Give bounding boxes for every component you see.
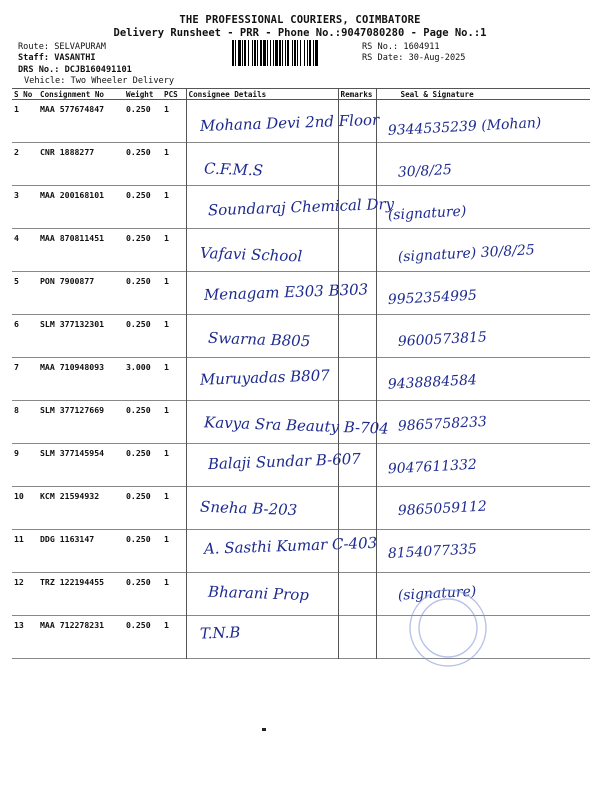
- staff-label: Staff: VASANTHI: [18, 53, 96, 63]
- drs-label: DRS No.: DCJB160491101: [18, 65, 132, 75]
- cell-signature: [376, 358, 590, 401]
- table-row: [12, 229, 590, 272]
- cell-consignee: [186, 401, 338, 444]
- barcode-bar: [232, 40, 234, 66]
- cell-remarks: [338, 616, 376, 659]
- rs-date-label: RS Date: 30-Aug-2025: [362, 53, 466, 63]
- cell-sno: 3: [14, 190, 19, 200]
- cell-signature: [376, 272, 590, 315]
- cell-weight: 0.250: [126, 534, 151, 544]
- cell-consignment-no: SLM 377132301: [40, 319, 105, 329]
- cell-signature: [376, 573, 590, 616]
- page-title: THE PROFESSIONAL COURIERS, COIMBATORE: [179, 14, 421, 26]
- cell-weight: 0.250: [126, 147, 151, 157]
- header-pcs: PCS: [162, 89, 186, 100]
- cell-weight: 0.250: [126, 577, 151, 587]
- table-row: [12, 358, 590, 401]
- consignee-handwriting: T.N.B: [199, 623, 241, 643]
- cell-pcs: 1: [164, 319, 169, 329]
- signature-handwriting: 9047611332: [387, 456, 478, 478]
- consignee-handwriting: Mohana Devi 2nd Floor: [199, 110, 380, 135]
- cell-consignee: [186, 100, 338, 143]
- cell-pcs: 1: [164, 233, 169, 243]
- consignee-handwriting: Menagam E303 B303: [203, 280, 369, 305]
- cell-consignee: [186, 186, 338, 229]
- cell-weight: 0.250: [126, 190, 151, 200]
- table-row: [12, 315, 590, 358]
- barcode-bar: [270, 40, 271, 66]
- cell-signature: [376, 444, 590, 487]
- cell-consignee: [186, 229, 338, 272]
- cell-pcs: 1: [164, 190, 169, 200]
- cell-remarks: [338, 530, 376, 573]
- cell-consignee: [186, 143, 338, 186]
- cell-sno: 11: [14, 534, 24, 544]
- cell-consignment-no: DDG 1163147: [40, 534, 95, 544]
- table-row: [12, 573, 590, 616]
- cell-pcs: 1: [164, 147, 169, 157]
- cell-consignee: [186, 358, 338, 401]
- consignee-handwriting: Sneha B-203: [199, 497, 298, 520]
- barcode-bar: [307, 40, 308, 66]
- cell-signature: [376, 616, 590, 659]
- barcode-bar: [304, 40, 305, 66]
- cell-consignment-no: CNR 1888277: [40, 147, 95, 157]
- signature-handwriting: 9952354995: [387, 287, 478, 309]
- barcode-bar: [238, 40, 241, 66]
- consignee-handwriting: Soundaraj Chemical Dry: [207, 194, 395, 220]
- cell-pcs: 1: [164, 104, 169, 114]
- barcode-bar: [297, 40, 298, 66]
- cell-consignment-no: MAA 200168101: [40, 190, 105, 200]
- barcode-bar: [313, 40, 314, 66]
- cell-consignee: [186, 573, 338, 616]
- cell-signature: [376, 229, 590, 272]
- cell-consignment-no: MAA 712278231: [40, 620, 105, 630]
- cell-remarks: [338, 487, 376, 530]
- barcode-bar: [235, 40, 236, 66]
- cell-sno: 2: [14, 147, 19, 157]
- cell-signature: [376, 315, 590, 358]
- table-row: [12, 272, 590, 315]
- signature-handwriting: 9438884584: [387, 372, 478, 393]
- barcode-bar: [292, 40, 293, 66]
- barcode-bar: [248, 40, 249, 66]
- cell-signature: [376, 186, 590, 229]
- consignee-handwriting: Vafavi School: [199, 243, 303, 266]
- signature-handwriting: 9600573815: [397, 329, 488, 350]
- cell-pcs: 1: [164, 534, 169, 544]
- cell-weight: 0.250: [126, 620, 151, 630]
- cell-remarks: [338, 272, 376, 315]
- signature-handwriting: 9865758233: [397, 413, 488, 435]
- barcode-bar: [257, 40, 258, 66]
- cell-remarks: [338, 186, 376, 229]
- cell-weight: 0.250: [126, 319, 151, 329]
- cell-remarks: [338, 444, 376, 487]
- runsheet-subtitle: Delivery Runsheet - PRR - Phone No.:9047080280 - Page No.:1: [113, 27, 487, 39]
- cell-weight: 0.250: [126, 491, 151, 501]
- cell-consignment-no: TRZ 122194455: [40, 577, 105, 587]
- cell-sno: 12: [14, 577, 24, 587]
- cell-pcs: 1: [164, 448, 169, 458]
- cell-consignee: [186, 487, 338, 530]
- cell-sno: 6: [14, 319, 19, 329]
- cell-remarks: [338, 100, 376, 143]
- cell-weight: 0.250: [126, 233, 151, 243]
- table-header-row: [12, 89, 590, 100]
- barcode-bar: [285, 40, 286, 66]
- signature-handwriting: 9344535239 (Mohan): [387, 114, 542, 139]
- cell-consignment-no: MAA 710948093: [40, 362, 105, 372]
- cell-consignment-no: SLM 377145954: [40, 448, 105, 458]
- cell-weight: 0.250: [126, 448, 151, 458]
- barcode-bar: [267, 40, 268, 66]
- cell-sno: 13: [14, 620, 24, 630]
- cell-consignee: [186, 616, 338, 659]
- table-row: [12, 616, 590, 659]
- signature-handwriting: (signature): [397, 583, 477, 604]
- cell-remarks: [338, 401, 376, 444]
- barcode-bar: [315, 40, 318, 66]
- cell-consignee: [186, 530, 338, 573]
- barcode-bar: [275, 40, 278, 66]
- cell-pcs: 1: [164, 276, 169, 286]
- rs-no-label: RS No.: 1604911: [362, 42, 440, 52]
- cell-sno: 5: [14, 276, 19, 286]
- table-row: [12, 530, 590, 573]
- barcode-bar: [242, 40, 243, 66]
- cell-sno: 8: [14, 405, 19, 415]
- consignee-handwriting: C.F.M.S: [203, 159, 264, 180]
- cell-consignee: [186, 315, 338, 358]
- cell-consignment-no: MAA 870811451: [40, 233, 105, 243]
- cell-consignment-no: MAA 577674847: [40, 104, 105, 114]
- table-row: [12, 143, 590, 186]
- scan-mark: [262, 728, 266, 731]
- runsheet-table: [12, 88, 590, 659]
- cell-pcs: 1: [164, 405, 169, 415]
- header-sno: S No: [12, 89, 38, 100]
- cell-weight: 0.250: [126, 405, 151, 415]
- barcode-image: [232, 40, 358, 66]
- cell-sno: 7: [14, 362, 19, 372]
- barcode-bar: [294, 40, 296, 66]
- table-row: [12, 186, 590, 229]
- cell-remarks: [338, 358, 376, 401]
- header-consignment: Consignment No: [38, 89, 124, 100]
- cell-pcs: 1: [164, 362, 169, 372]
- table-row: [12, 100, 590, 143]
- cell-pcs: 1: [164, 620, 169, 630]
- signature-handwriting: 30/8/25: [397, 161, 453, 181]
- barcode-bar: [263, 40, 266, 66]
- signature-handwriting: (signature): [387, 203, 467, 224]
- cell-sno: 9: [14, 448, 19, 458]
- signature-handwriting: (signature) 30/8/25: [397, 242, 536, 266]
- cell-pcs: 1: [164, 491, 169, 501]
- cell-consignment-no: KCM 21594932: [40, 491, 100, 501]
- consignee-handwriting: Balaji Sundar B-607: [207, 449, 362, 474]
- table-row: [12, 401, 590, 444]
- consignee-handwriting: Muruyadas B807: [199, 366, 331, 389]
- cell-sno: 10: [14, 491, 24, 501]
- cell-weight: 3.000: [126, 362, 151, 372]
- cell-weight: 0.250: [126, 104, 151, 114]
- consignee-handwriting: Bharani Prop: [207, 582, 310, 605]
- cell-remarks: [338, 229, 376, 272]
- cell-remarks: [338, 573, 376, 616]
- consignee-handwriting: Swarna B805: [207, 328, 311, 351]
- cell-weight: 0.250: [126, 276, 151, 286]
- cell-signature: [376, 100, 590, 143]
- cell-consignee: [186, 444, 338, 487]
- barcode-bar: [273, 40, 274, 66]
- cell-remarks: [338, 143, 376, 186]
- barcode-bar: [252, 40, 253, 66]
- barcode-bar: [282, 40, 283, 66]
- header-weight: Weight: [124, 89, 162, 100]
- barcode-bar: [287, 40, 289, 66]
- route-label: Route: SELVAPURAM: [18, 42, 106, 52]
- cell-signature: [376, 487, 590, 530]
- cell-pcs: 1: [164, 577, 169, 587]
- table-row: [12, 487, 590, 530]
- cell-consignment-no: PON 7900877: [40, 276, 95, 286]
- barcode-bar: [260, 40, 262, 66]
- cell-consignee: [186, 272, 338, 315]
- table-row: [12, 444, 590, 487]
- cell-signature: [376, 401, 590, 444]
- consignee-handwriting: A. Sasthi Kumar C-403: [203, 533, 378, 558]
- header-consignee: Consignee Details: [186, 89, 338, 100]
- barcode-bar: [254, 40, 256, 66]
- signature-handwriting: 8154077335: [387, 541, 478, 562]
- signature-handwriting: 9865059112: [397, 498, 488, 520]
- cell-sno: 4: [14, 233, 19, 243]
- cell-signature: [376, 143, 590, 186]
- header-seal-signature: Seal & Signature: [376, 89, 590, 100]
- barcode-bar: [300, 40, 301, 66]
- cell-signature: [376, 530, 590, 573]
- barcode-bar: [279, 40, 281, 66]
- barcode-bar: [309, 40, 311, 66]
- cell-consignment-no: SLM 377127669: [40, 405, 105, 415]
- vehicle-label: Vehicle: Two Wheeler Delivery: [24, 76, 175, 86]
- cell-sno: 1: [14, 104, 19, 114]
- cell-remarks: [338, 315, 376, 358]
- consignee-handwriting: Kavya Sra Beauty B-704: [203, 413, 390, 438]
- barcode-bar: [244, 40, 246, 66]
- header-remarks: Remarks: [338, 89, 376, 100]
